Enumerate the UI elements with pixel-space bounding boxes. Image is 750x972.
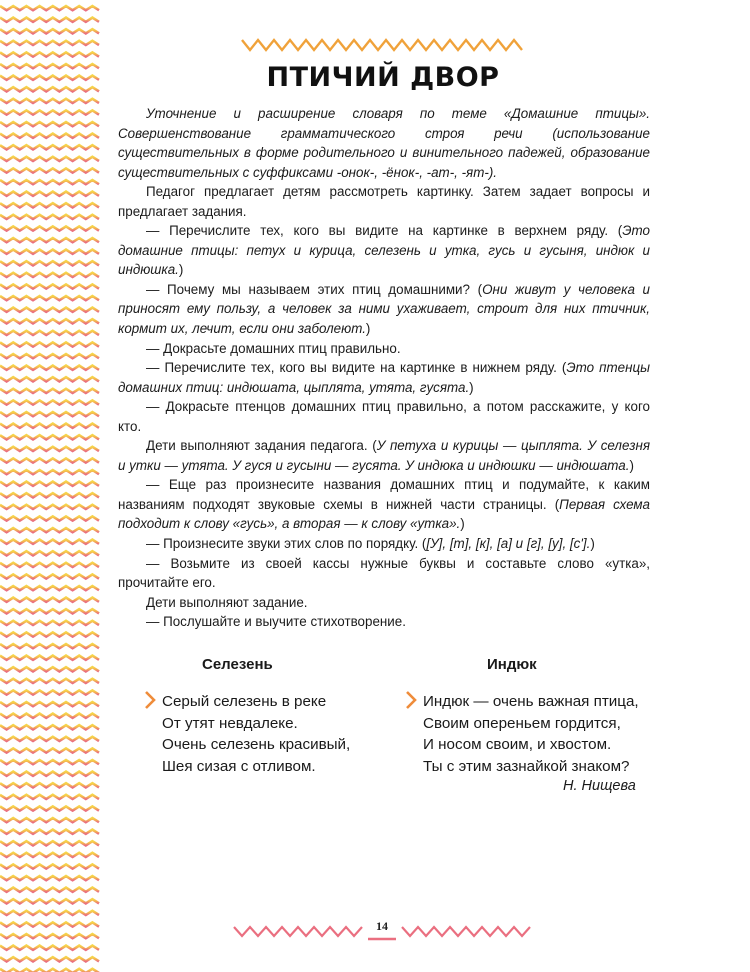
zigzag-line	[0, 284, 99, 288]
paragraph-close: )	[178, 262, 184, 278]
poem-title: Селезень	[202, 656, 273, 673]
zigzag-border-decoration	[0, 0, 100, 972]
zigzag-line	[0, 586, 99, 590]
paragraph-close: )	[590, 536, 595, 552]
lesson-paragraph	[118, 534, 650, 554]
lesson-paragraph	[118, 182, 650, 221]
zigzag-line	[0, 354, 99, 358]
poem-line: Своим опереньем гордится,	[423, 714, 621, 732]
zigzag-line	[0, 52, 99, 56]
zigzag-line	[0, 168, 99, 172]
paragraph-text: — Перечислите тех, кого вы видите на картинке в верхнем ряду. (	[146, 223, 623, 239]
zigzag-line	[0, 806, 99, 810]
zigzag-line	[0, 412, 99, 416]
zigzag-line	[0, 493, 99, 497]
zigzag-line	[0, 29, 99, 33]
zigzag-line	[0, 180, 99, 184]
paragraph-text: Педагог предлагает детям рассмотреть картинку. Затем задает вопросы и предлагает задания.	[118, 184, 650, 219]
zigzag-line	[0, 760, 99, 764]
zigzag-line	[0, 818, 99, 822]
zigzag-line	[0, 725, 99, 729]
lesson-paragraph	[118, 221, 650, 280]
zigzag-line	[0, 632, 99, 636]
zigzag-line	[0, 702, 99, 706]
paragraph-text: — Послушайте и выучите стихотворение.	[146, 614, 406, 630]
zigzag-line	[0, 783, 99, 787]
zigzag-line	[0, 795, 99, 799]
zigzag-line	[0, 714, 99, 718]
chevron-right-icon	[405, 690, 417, 710]
zigzag-line	[0, 273, 99, 277]
poem-line: Шея сизая с отливом.	[162, 757, 316, 775]
lesson-paragraph	[118, 397, 650, 436]
poem-selezen	[144, 656, 384, 796]
paragraph-text: — Еще раз произнесите названия домашних птиц и подумайте, к каким названиям подходят звуковые схемы в нижней части страницы. (	[118, 477, 650, 512]
zigzag-line	[0, 87, 99, 91]
zigzag-line	[0, 690, 99, 694]
zigzag-line	[0, 110, 99, 114]
zigzag-line	[0, 470, 99, 474]
zigzag-line	[0, 122, 99, 126]
poem-author: Н. Нищева	[563, 778, 636, 794]
paragraph-answer: Первая схема подходит к слову «гусь», а вторая — к слову «утка».	[118, 496, 650, 532]
paragraph-text: — Докрасьте домашних птиц правильно.	[146, 340, 401, 356]
zigzag-line	[0, 864, 99, 868]
zigzag-line	[0, 911, 99, 915]
lesson-paragraph	[118, 554, 650, 593]
lesson-paragraph	[118, 358, 650, 397]
zigzag-line	[0, 656, 99, 660]
zigzag-line	[0, 64, 99, 68]
zigzag-line	[0, 946, 99, 950]
paragraph-answer: У петуха и курицы — цыплята. У селезня и утки — утята. У гуся и гусыни — гусята. У индюка и индюшки — индюшата.	[118, 438, 650, 473]
zigzag-line	[0, 609, 99, 613]
lesson-paragraph	[118, 280, 650, 339]
zigzag-line	[0, 598, 99, 602]
paragraph-close: )	[629, 457, 634, 473]
zigzag-line	[0, 574, 99, 578]
zigzag-line	[0, 424, 99, 428]
lesson-paragraph	[118, 475, 650, 534]
zigzag-line	[0, 737, 99, 741]
zigzag-line	[0, 331, 99, 335]
poem-lines	[162, 691, 350, 777]
poem-line: Очень селезень красивый,	[162, 736, 351, 753]
zigzag-line	[0, 400, 99, 404]
zigzag-line	[0, 319, 99, 323]
zigzag-line	[0, 540, 99, 544]
zigzag-line	[0, 18, 99, 22]
poem-line: Ты с этим зазнайкой знаком?	[423, 757, 630, 775]
zigzag-line	[0, 215, 99, 219]
paragraph-text: — Возьмите из своей кассы нужные буквы и составьте слово «утка», прочитайте его.	[118, 555, 650, 591]
paragraph-text: — Почему мы называем этих птиц домашними? (	[146, 281, 483, 297]
zigzag-line	[0, 551, 99, 555]
zigzag-line	[0, 308, 99, 312]
zigzag-line	[0, 261, 99, 265]
zigzag-line	[0, 134, 99, 138]
zigzag-line	[0, 841, 99, 845]
title-ornament	[240, 36, 524, 56]
zigzag-line	[0, 876, 99, 880]
goals-text: Уточнение и расширение словаря по теме «Домашние птицы». Совершенствование грамматического строя речи (использование существительных в форме родительного и винительного падежей, образование существительных с суффиксами -онок-, -ёнок-, -ат-, -ят-).	[118, 106, 650, 180]
zigzag-line	[0, 435, 99, 439]
zigzag-line	[0, 528, 99, 532]
zigzag-line	[0, 934, 99, 938]
zigzag-line	[0, 667, 99, 671]
zigzag-line	[0, 296, 99, 300]
poem-title: Индюк	[487, 656, 537, 673]
zigzag-line	[0, 772, 99, 776]
paragraph-close: )	[365, 321, 371, 337]
lesson-goals	[118, 104, 650, 182]
zigzag-line	[0, 377, 99, 381]
zigzag-line	[0, 482, 99, 486]
zigzag-line	[0, 853, 99, 857]
zigzag-line	[0, 41, 99, 45]
paragraph-close: )	[460, 516, 465, 532]
chevron-right-icon	[144, 690, 156, 710]
paragraph-answer: [У], [т], [к], [а] и [г], [у], [с'].	[426, 536, 591, 552]
zigzag-line	[0, 830, 99, 834]
paragraph-answer: Это домашние птицы: петух и курица, селезень и утка, гусь и гусыня, индюк и индюшка.	[118, 223, 650, 278]
zigzag-line	[0, 342, 99, 346]
zigzag-line	[0, 899, 99, 903]
zigzag-line	[0, 250, 99, 254]
zigzag-line	[0, 516, 99, 520]
poem-line: И носом своим, и хвостом.	[423, 736, 612, 753]
zigzag-line	[0, 389, 99, 393]
paragraph-text: — Докрасьте птенцов домашних птиц правильно, а потом расскажите, у кого кто.	[118, 399, 650, 434]
lesson-paragraph	[118, 436, 650, 475]
zigzag-line	[0, 76, 99, 80]
zigzag-line	[0, 922, 99, 926]
paragraph-close: )	[469, 379, 474, 395]
zigzag-line	[0, 157, 99, 161]
zigzag-line	[0, 6, 99, 10]
zigzag-line	[0, 145, 99, 149]
page-number: 14	[376, 919, 388, 933]
zigzag-line	[0, 458, 99, 462]
poem-line: Серый селезень в реке	[162, 693, 327, 710]
poem-line: Индюк — очень важная птица,	[423, 693, 639, 710]
zigzag-line	[0, 192, 99, 196]
paragraph-text: Дети выполняют задание.	[146, 594, 308, 610]
poem-lines	[423, 691, 639, 777]
zigzag-line	[0, 563, 99, 567]
zigzag-line	[0, 748, 99, 752]
lesson-paragraph	[118, 612, 650, 632]
zigzag-line	[0, 888, 99, 892]
paragraph-text: — Перечислите тех, кого вы видите на картинке в нижнем ряду. (	[146, 360, 567, 376]
paragraph-text: — Произнесите звуки этих слов по порядку. (	[146, 536, 427, 552]
lesson-paragraph	[118, 593, 650, 613]
zigzag-line	[0, 447, 99, 451]
poem-indyuk	[405, 656, 655, 801]
lesson-paragraph	[118, 339, 650, 359]
zigzag-line	[0, 621, 99, 625]
zigzag-line	[0, 505, 99, 509]
lesson-text	[118, 104, 650, 632]
zigzag-line	[0, 238, 99, 242]
page-title: ПТИЧИЙ ДВОР	[266, 62, 500, 93]
paragraph-answer: Это птенцы домашних птиц: индюшата, цыплята, утята, гусята.	[118, 360, 650, 395]
zigzag-line	[0, 644, 99, 648]
zigzag-line	[0, 203, 99, 207]
zigzag-line	[0, 679, 99, 683]
paragraph-text: Дети выполняют задания педагога. (	[146, 438, 377, 454]
zigzag-line	[0, 366, 99, 370]
zigzag-line	[0, 99, 99, 103]
zigzag-line	[0, 957, 99, 961]
paragraph-answer: Они живут у человека и приносят ему пользу, а человек за ними ухаживает, строит для них птичник, кормит их, лечит, если они заболеют.	[118, 281, 650, 337]
poem-line: От утят невдалеке.	[162, 714, 298, 732]
zigzag-line	[0, 226, 99, 230]
